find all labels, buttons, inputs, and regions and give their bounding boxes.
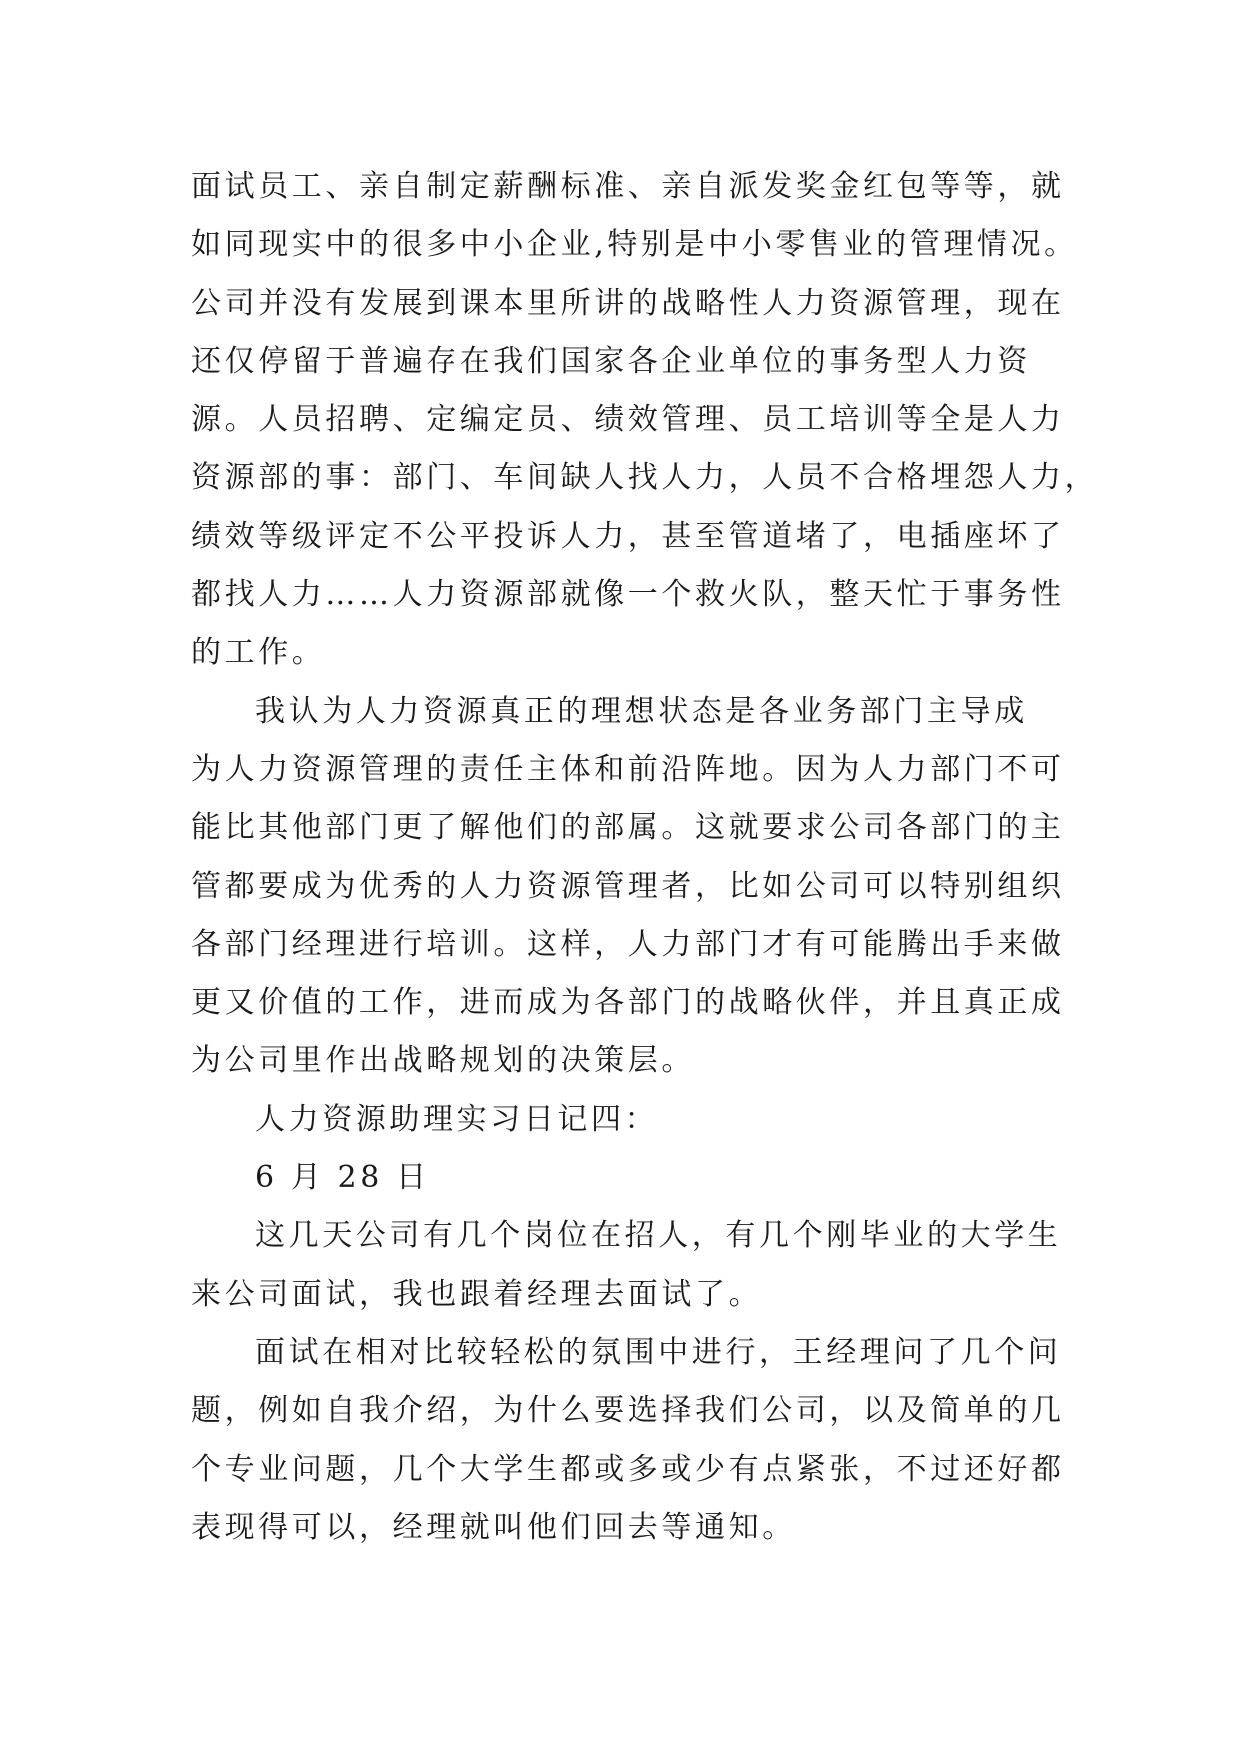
text-line: 公司并没有发展到课本里所讲的战略性人力资源管理，现在 xyxy=(191,285,1065,321)
text-line: 人力资源助理实习日记四： xyxy=(255,1101,659,1137)
text-line: 管都要成为优秀的人力资源管理者，比如公司可以特别组织 xyxy=(191,868,1065,904)
text-line: 更又价值的工作，进而成为各部门的战略伙伴，并且真正成 xyxy=(191,985,1065,1021)
text-line: 表现得可以，经理就叫他们回去等通知。 xyxy=(191,1509,796,1545)
text-line: 我认为人力资源真正的理想状态是各业务部门主导成 xyxy=(255,693,1028,729)
text-line: 资源部的事：部门、车间缺人找人力，人员不合格埋怨人力， xyxy=(191,460,1099,496)
text-line: 绩效等级评定不公平投诉人力，甚至管道堵了，电插座坏了 xyxy=(191,518,1065,554)
document-body xyxy=(191,158,1099,1557)
text-line: 还仅停留于普遍存在我们国家各企业单位的事务型人力资 xyxy=(191,343,1031,379)
text-line: 各部门经理进行培训。这样，人力部门才有可能腾出手来做 xyxy=(191,926,1065,962)
text-line: 如同现实中的很多中小企业,特别是中小零售业的管理情况。 xyxy=(191,227,1078,263)
text-line: 来公司面试，我也跟着经理去面试了。 xyxy=(191,1276,763,1312)
text-line: 都找人力……人力资源部就像一个救火队，整天忙于事务性 xyxy=(191,577,1065,613)
text-line: 为人力资源管理的责任主体和前沿阵地。因为人力部门不可 xyxy=(191,751,1065,787)
text-line: 个专业问题，几个大学生都或多或少有点紧张，不过还好都 xyxy=(191,1451,1065,1487)
text-line: 面试在相对比较轻松的氛围中进行，王经理问了几个问 xyxy=(255,1334,1062,1370)
text-line: 6 月 28 日 xyxy=(255,1160,430,1196)
text-line: 的工作。 xyxy=(191,635,326,671)
text-line: 面试员工、亲自制定薪酬标准、亲自派发奖金红包等等，就 xyxy=(191,169,1065,204)
text-line: 源。人员招聘、定编定员、绩效管理、员工培训等全是人力 xyxy=(191,402,1065,438)
text-line: 能比其他部门更了解他们的部属。这就要求公司各部门的主 xyxy=(191,810,1065,846)
text-line: 这几天公司有几个岗位在招人，有几个刚毕业的大学生 xyxy=(255,1218,1062,1254)
text-line: 为公司里作出战略规划的决策层。 xyxy=(191,1043,695,1079)
text-line: 题，例如自我介绍，为什么要选择我们公司，以及简单的几 xyxy=(191,1393,1065,1429)
